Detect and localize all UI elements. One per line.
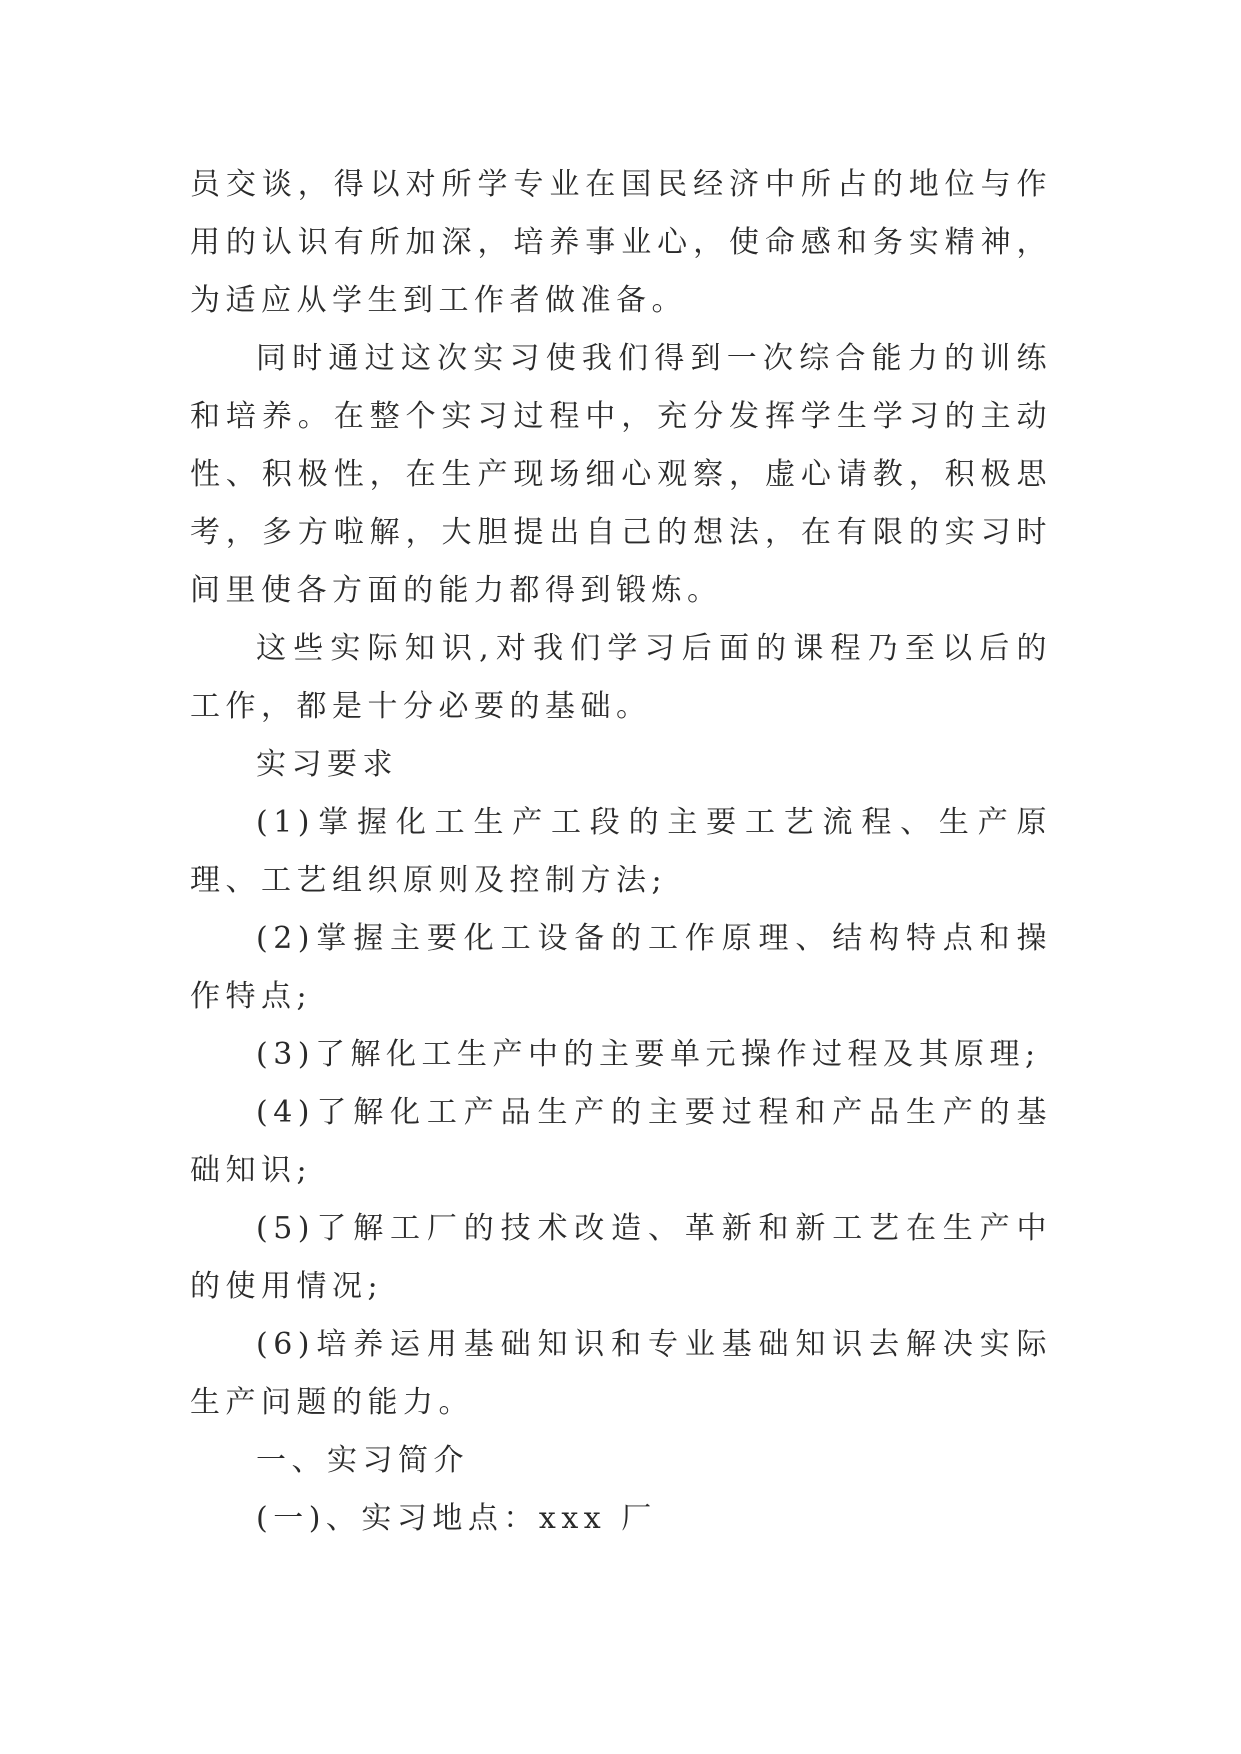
list-item: (5)了解工厂的技术改造、革新和新工艺在生产中的使用情况; [190, 1211, 1052, 1304]
list-item: (1)掌握化工生产工段的主要工艺流程、生产原理、工艺组织原则及控制方法; [190, 805, 1052, 898]
subsection-heading: (一)、实习地点：xxx 厂 [256, 1501, 657, 1536]
list-item: (2)掌握主要化工设备的工作原理、结构特点和操作特点; [190, 921, 1052, 1014]
paragraph: 这些实际知识,对我们学习后面的课程乃至以后的工作，都是十分必要的基础。 [190, 631, 1052, 724]
list-item: (3)了解化工生产中的主要单元操作过程及其原理; [256, 1037, 1041, 1072]
list-item: (6)培养运用基础知识和专业基础知识去解决实际生产问题的能力。 [190, 1327, 1052, 1420]
document-body [190, 156, 1052, 1548]
list-item: (4)了解化工产品生产的主要过程和产品生产的基础知识; [190, 1095, 1052, 1188]
section-heading: 实习要求 [256, 747, 398, 782]
paragraph: 同时通过这次实习使我们得到一次综合能力的训练和培养。在整个实习过程中，充分发挥学生学习的主动性、积极性，在生产现场细心观察，虚心请教，积极思考，多方啦解，大胆提出自己的想法，在有限的实习时间里使各方面的能力都得到锻炼。 [190, 341, 1052, 608]
section-heading: 一、实习简介 [256, 1443, 469, 1478]
paragraph: 员交谈，得以对所学专业在国民经济中所占的地位与作用的认识有所加深，培养事业心，使命感和务实精神，为适应从学生到工作者做准备。 [190, 167, 1052, 318]
